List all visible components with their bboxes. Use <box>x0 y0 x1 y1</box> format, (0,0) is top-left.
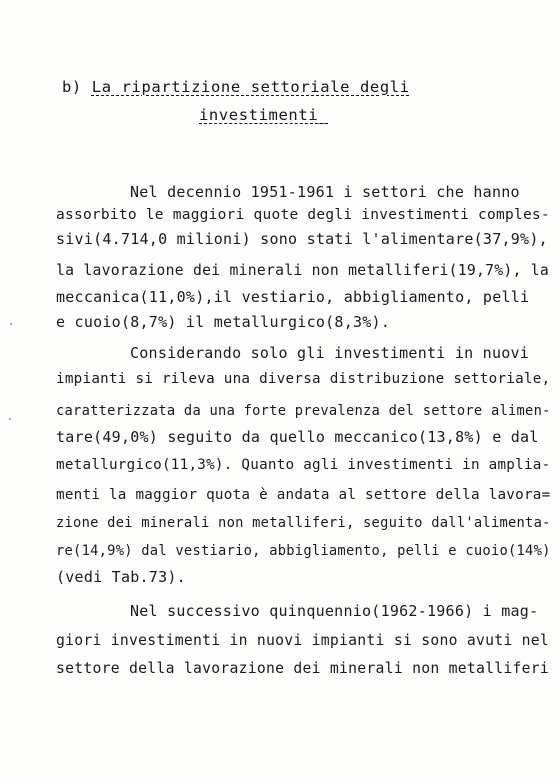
text-line: Nel successivo quinquennio(1962-1966) i mag- <box>130 602 539 620</box>
text-line: giori investimenti in nuovi impianti si sono avuti nel <box>56 632 550 649</box>
text-line: impianti si rileva una diversa distribuzione settoriale, <box>56 371 551 387</box>
text-line: settore della lavorazione dei minerali non metalliferi <box>56 660 550 677</box>
section-heading <box>62 78 410 96</box>
text-line: meccanica(11,0%),il vestiario, abbigliamento, pelli <box>56 288 530 306</box>
text-line: Considerando solo gli investimenti in nuovi <box>130 344 530 362</box>
text-line: e cuoio(8,7%) il metallurgico(8,3%). <box>56 313 391 331</box>
text-line: sivi(4.714,0 milioni) sono stati l'alimentare(37,9%), <box>56 230 548 248</box>
section-heading-continued <box>199 106 328 124</box>
scan-speck <box>10 323 12 325</box>
text-line: Nel decennio 1951-1961 i settori che hanno <box>130 183 520 201</box>
section-title-line-2: investimenti_ <box>199 106 329 124</box>
text-line: menti la maggior quota è andata al settore della lavora= <box>56 487 551 503</box>
text-line: zione dei minerali non metalliferi, seguito dall'alimenta- <box>56 515 551 531</box>
text-line: assorbito le maggiori quote degli investimenti comples- <box>56 207 550 223</box>
section-title-line-1: La ripartizione settoriale degli <box>91 78 410 96</box>
text-line: la lavorazione dei minerali non metalliferi(19,7%), la <box>56 262 550 279</box>
scan-speck <box>9 418 11 420</box>
text-line: caratterizzata da una forte prevalenza del settore alimen- <box>56 403 551 419</box>
text-line: tare(49,0%) seguito da quello meccanico(13,8%) e dal <box>56 428 539 446</box>
text-line: metallurgico(11,3%). Quanto agli investimenti in amplia- <box>56 457 551 473</box>
section-label: b) <box>62 78 92 96</box>
text-line: re(14,9%) dal vestiario, abbigliamento, pelli e cuoio(14%) <box>56 543 551 559</box>
text-line: (vedi Tab.73). <box>56 568 186 586</box>
